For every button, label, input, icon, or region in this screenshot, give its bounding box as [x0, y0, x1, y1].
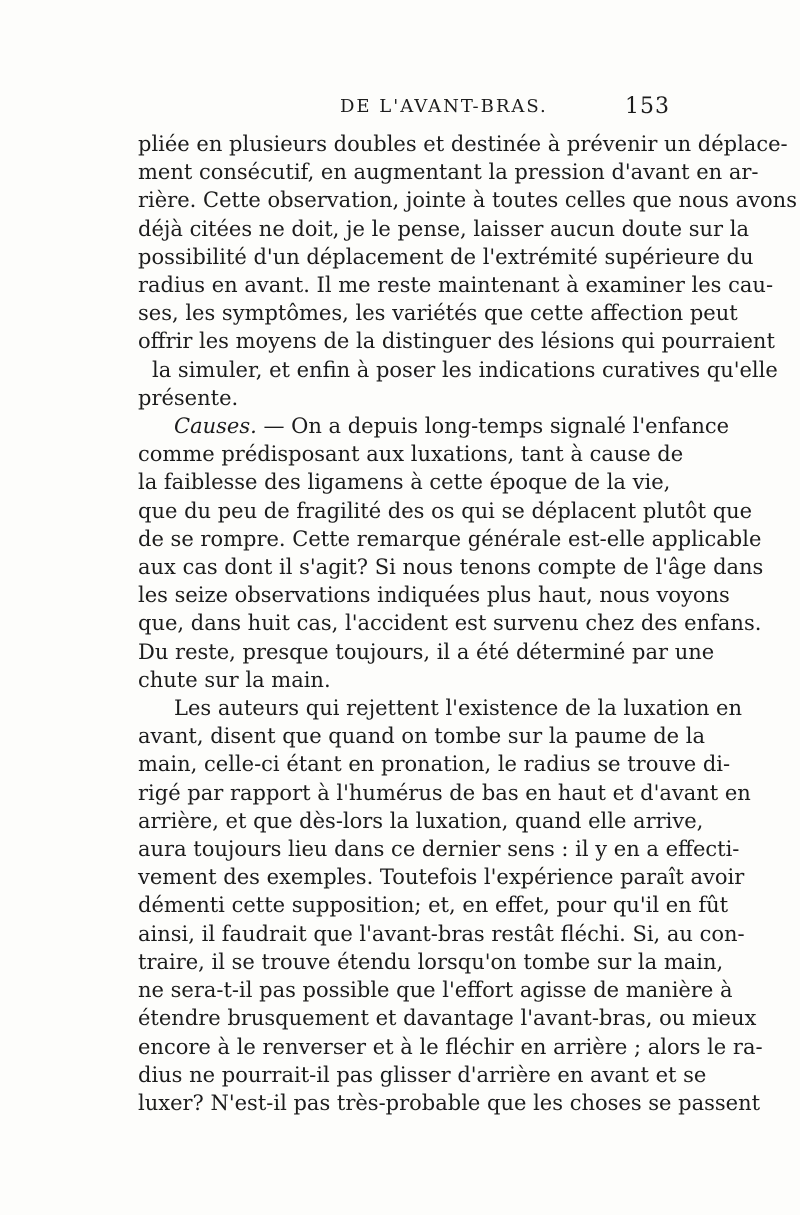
- text-line: dius ne pourrait-il pas glisser d'arrière en avant et se: [138, 1062, 707, 1087]
- paragraph-intro: [138, 130, 797, 412]
- running-title: DE L'AVANT-BRAS.: [340, 96, 548, 117]
- text-line: aura toujours lieu dans ce dernier sens : il y en a effecti-: [138, 837, 740, 862]
- text-line: ment consécutif, en augmentant la pression d'avant en ar-: [138, 160, 759, 185]
- text-line: ainsi, il faudrait que l'avant-bras restât fléchi. Si, au con-: [138, 921, 745, 946]
- text-line: présente.: [138, 385, 239, 410]
- text-line: Les auteurs qui rejettent l'existence de la luxation en: [174, 696, 742, 721]
- text-line: chute sur la main.: [138, 667, 331, 692]
- text-line: déjà citées ne doit, je le pense, laisser aucun doute sur la: [138, 216, 749, 241]
- text-line: luxer? N'est-il pas très-probable que les choses se passent: [138, 1090, 761, 1115]
- section-heading-causes: Causes.: [174, 414, 257, 439]
- text-line: arrière, et que dès-lors la luxation, quand elle arrive,: [138, 808, 704, 833]
- paragraph-authors: [138, 694, 763, 1117]
- text-line: main, celle-ci étant en pronation, le radius se trouve di-: [138, 752, 731, 777]
- text-line: les seize observations indiquées plus haut, nous voyons: [138, 583, 730, 608]
- text-line: de se rompre. Cette remarque générale est-elle applicable: [138, 526, 762, 551]
- text-line: rigé par rapport à l'humérus de bas en haut et d'avant en: [138, 780, 751, 805]
- text-line: traire, il se trouve étendu lorsqu'on tombe sur la main,: [138, 949, 724, 974]
- text-line: pliée en plusieurs doubles et destinée à prévenir un déplace-: [138, 132, 788, 156]
- text-line: démenti cette supposition; et, en effet, pour qu'il en fût: [138, 893, 729, 918]
- text-line: étendre brusquement et davantage l'avant-bras, ou mieux: [138, 1006, 757, 1031]
- text-line: ses, les symptômes, les variétés que cette affection peut: [138, 301, 738, 326]
- paragraph-causes: [138, 412, 764, 694]
- text-line: comme prédisposant aux luxations, tant à cause de: [138, 442, 684, 467]
- text-line: que du peu de fragilité des os qui se déplacent plutôt que: [138, 498, 753, 523]
- text-line: que, dans huit cas, l'accident est survenu chez des enfans.: [138, 611, 762, 636]
- text-line: encore à le renverser et à le fléchir en arrière ; alors le ra-: [138, 1034, 763, 1059]
- text-line: avant, disent que quand on tombe sur la paume de la: [138, 724, 706, 749]
- text-line: vement des exemples. Toutefois l'expérience paraît avoir: [138, 865, 745, 890]
- text-line: radius en avant. Il me reste maintenant à examiner les cau-: [138, 273, 774, 298]
- text-line: ne sera-t-il pas possible que l'effort agisse de manière à: [138, 978, 733, 1003]
- text-line: la simuler, et enfin à poser les indications curatives qu'elle: [152, 357, 778, 382]
- text-line: [138, 412, 730, 440]
- text-line: la faiblesse des ligamens à cette époque de la vie,: [138, 470, 671, 495]
- running-header: [138, 96, 670, 126]
- text-line-rest: — On a depuis long-temps signalé l'enfance: [256, 414, 730, 439]
- text-line: aux cas dont il s'agit? Si nous tenons compte de l'âge dans: [138, 555, 764, 580]
- text-line: Du reste, presque toujours, il a été déterminé par une: [138, 639, 715, 664]
- text-line: possibilité d'un déplacement de l'extrémité supérieure du: [138, 244, 754, 269]
- text-line: rière. Cette observation, jointe à toutes celles que nous avons: [138, 188, 797, 213]
- page-number: 153: [625, 94, 670, 119]
- text-line: offrir les moyens de la distinguer des lésions qui pourraient: [138, 329, 775, 354]
- body-text: [138, 130, 797, 1117]
